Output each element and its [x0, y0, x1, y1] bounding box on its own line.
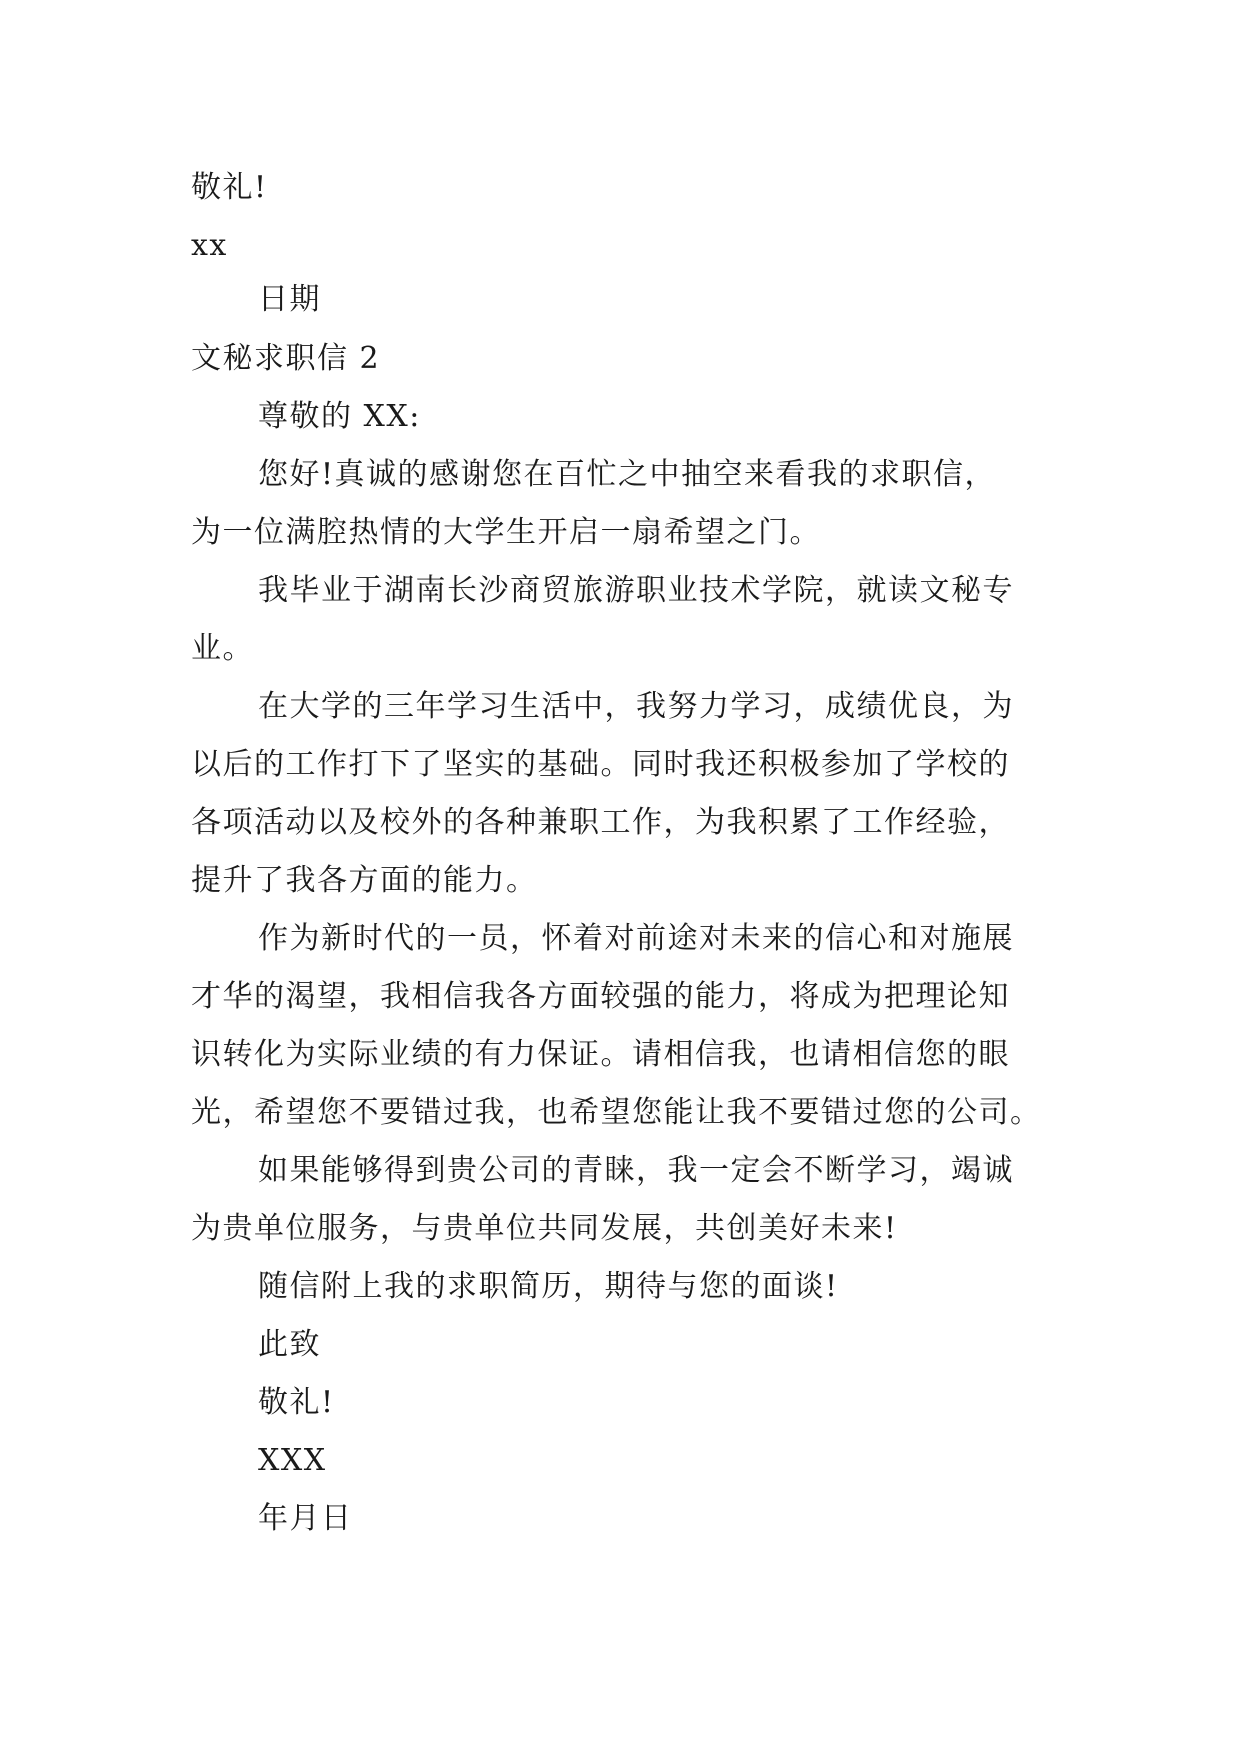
paragraph-line: 各项活动以及校外的各种兼职工作，为我积累了工作经验，: [191, 805, 1010, 840]
closing-salutation: 敬礼!: [191, 170, 268, 205]
paragraph-line: 如果能够得到贵公司的青睐，我一定会不断学习，竭诚: [258, 1153, 1014, 1188]
paragraph-line: 光，希望您不要错过我，也希望您能让我不要错过您的公司。: [191, 1095, 1042, 1130]
paragraph-line: 业。: [191, 631, 254, 666]
signature-date: 日期: [258, 282, 321, 317]
section-title: 文秘求职信 2: [191, 341, 381, 376]
paragraph-line: 您好!真诚的感谢您在百忙之中抽空来看我的求职信，: [258, 457, 997, 492]
signature-date: 年月日: [258, 1501, 353, 1536]
paragraph-line: 才华的渴望，我相信我各方面较强的能力，将成为把理论知: [191, 979, 1010, 1014]
paragraph-line: 以后的工作打下了坚实的基础。同时我还积极参加了学校的: [191, 747, 1010, 782]
paragraph-line: 我毕业于湖南长沙商贸旅游职业技术学院，就读文秘专: [258, 573, 1014, 608]
signature-name: xx: [191, 228, 228, 263]
closing-phrase: 此致: [258, 1327, 321, 1362]
signature-name: XXX: [258, 1443, 327, 1478]
paragraph-line: 识转化为实际业绩的有力保证。请相信我，也请相信您的眼: [191, 1037, 1010, 1072]
paragraph-line: 提升了我各方面的能力。: [191, 863, 538, 898]
paragraph-line: 作为新时代的一员，怀着对前途对未来的信心和对施展: [258, 921, 1014, 956]
greeting: 尊敬的 XX:: [258, 399, 421, 434]
paragraph-line: 为贵单位服务，与贵单位共同发展，共创美好未来!: [191, 1211, 898, 1246]
paragraph-line: 为一位满腔热情的大学生开启一扇希望之门。: [191, 515, 821, 550]
paragraph-line: 随信附上我的求职简历，期待与您的面谈!: [258, 1269, 839, 1304]
closing-salutation: 敬礼!: [258, 1385, 335, 1420]
paragraph-line: 在大学的三年学习生活中，我努力学习，成绩优良，为: [258, 689, 1014, 724]
